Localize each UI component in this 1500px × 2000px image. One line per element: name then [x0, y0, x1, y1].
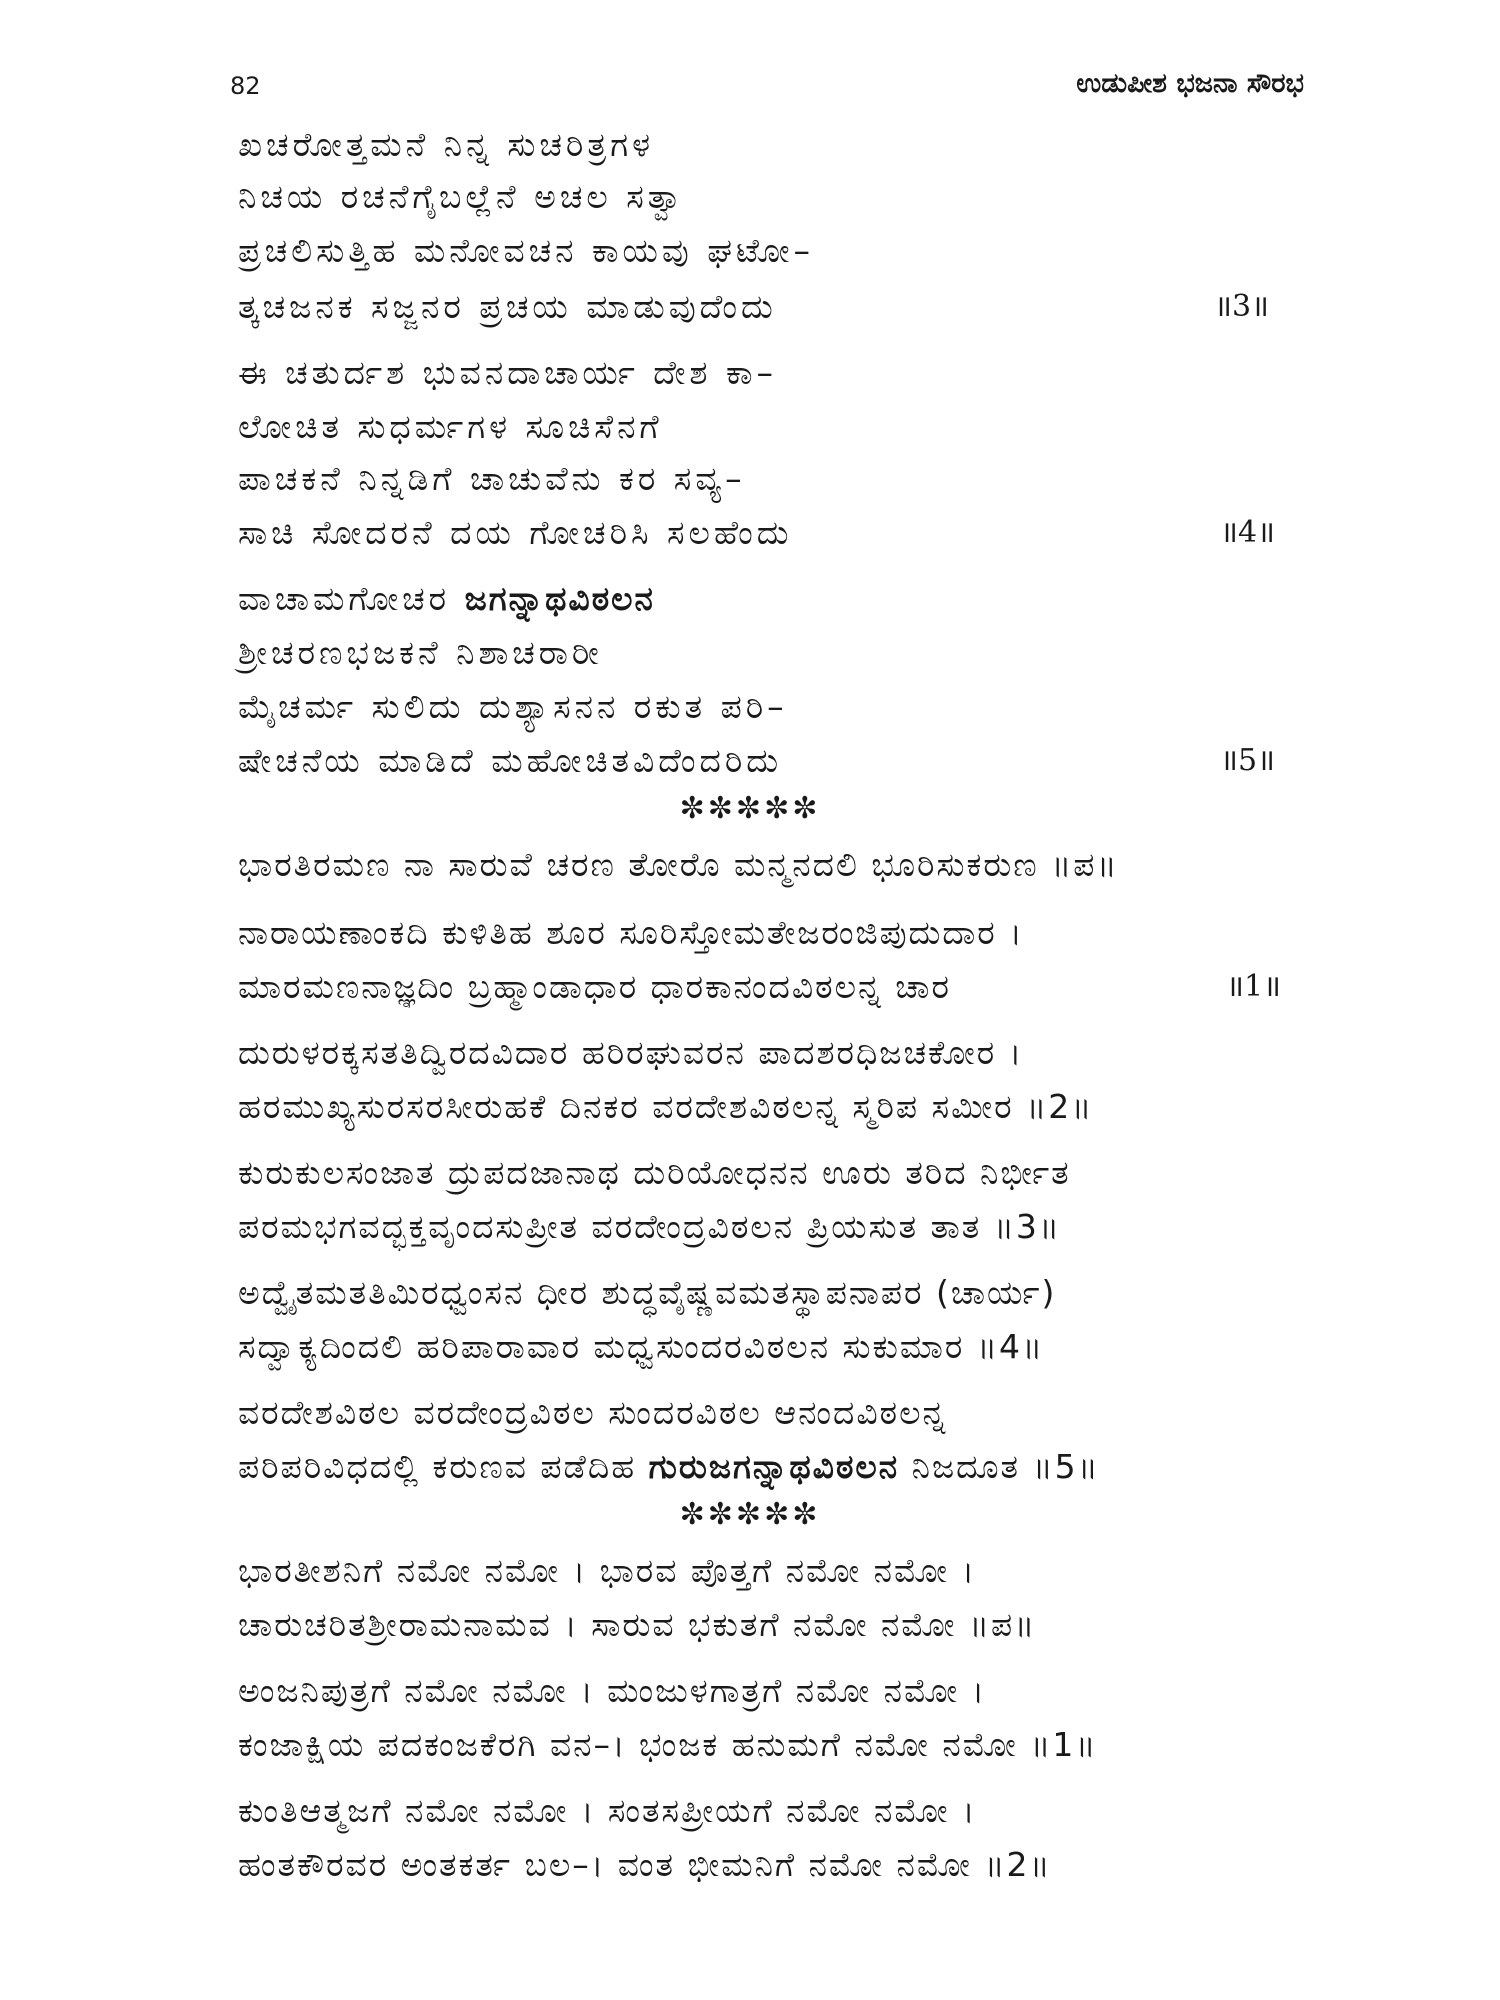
verse-line: ಲೋಚಿತ ಸುಧರ್ಮಗಳ ಸೂಚಿಸೆನಗೆ	[238, 407, 663, 446]
verse-line: ಮೈಚರ್ಮ ಸುಲಿದು ದುಶ್ಯಾಸನನ ರಕುತ ಪರಿ–	[238, 687, 788, 726]
ankita-name: ಗುರುಜಗನ್ನಾಥವಿಠಲನ	[648, 1447, 900, 1486]
verse-line: ಸಾಚಿ ಸೋದರನೆ ದಯ ಗೋಚರಿಸಿ ಸಲಹೆಂದು	[238, 513, 793, 552]
verse-line: ಅಂಜನಿಪುತ್ರಗೆ ನಮೋ ನಮೋ । ಮಂಜುಳಗಾತ್ರಗೆ ನಮೋ ನಮೋ ।	[238, 1671, 987, 1710]
verse-line: ಪರಿಪರಿವಿಧದಲ್ಲಿ ಕರುಣವ ಪಡೆದಿಹ ಗುರುಜಗನ್ನಾಥವಿಠಲನ ನಿಜದೂತ ॥5॥	[238, 1447, 1100, 1486]
verse-line: ಪರಮಭಗವದ್ಭಕ್ತವೃಂದಸುಪ್ರೀತ ವರದೇಂದ್ರವಿಠಲನ ಪ್ರಿಯಸುತ ತಾತ ॥3॥	[238, 1207, 1061, 1246]
verse-line: ಶ್ರೀಚರಣಭಜಕನೆ ನಿಶಾಚರಾರೀ	[238, 633, 603, 672]
stanza-marker: ॥4॥	[1220, 515, 1276, 550]
verse-line: ಭಾರತೀಶನಿಗೆ ನಮೋ ನಮೋ । ಭಾರವ ಪೊತ್ತಗೆ ನಮೋ ನಮೋ ।	[238, 1551, 977, 1590]
verse-line: ಹಂತಕೌರವರ ಅಂತಕರ್ತ ಬಲ–। ವಂತ ಭೀಮನಿಗೆ ನಮೋ ನಮೋ ॥2॥	[238, 1845, 1052, 1884]
verse-line: ನಾರಾಯಣಾಂಕದಿ ಕುಳಿತಿಹ ಶೂರ ಸೂರಿಸ್ತೋಮತೇಜರಂಜಿಪುದುದಾರ ।	[238, 913, 1024, 952]
verse-line: ಪಾಚಕನೆ ನಿನ್ನಡಿಗೆ ಚಾಚುವೆನು ಕರ ಸವ್ಯ–	[238, 459, 746, 498]
section-divider: ✼✼✼✼✼	[679, 1497, 821, 1532]
verse-line: ಹರಮುಖ್ಯಸುರಸರಸೀರುಹಕೆ ದಿನಕರ ವರದೇಶವಿಠಲನ್ನ ಸ್ಮರಿಪ ಸಮೀರ ॥2॥	[238, 1087, 1094, 1126]
verse-line: ಷೇಚನೆಯ ಮಾಡಿದೆ ಮಹೋಚಿತವಿದೆಂದರಿದು	[238, 741, 783, 780]
verse-line: ಕುರುಕುಲಸಂಜಾತ ದ್ರುಪದಜಾನಾಥ ದುರಿಯೋಧನನ ಊರು ತರಿದ ನಿರ್ಭೀತ	[238, 1153, 1071, 1192]
ankita-name: ಜಗನ್ನಾಥವಿಠಲನ	[464, 579, 655, 618]
verse-line: ಖಚರೋತ್ತಮನೆ ನಿನ್ನ ಸುಚರಿತ್ರಗಳ	[238, 125, 655, 164]
verse-line: ದುರುಳರಕ್ಕಸತತಿದ್ವಿರದವಿದಾರ ಹರಿರಘುವರನ ಪಾದಶರಧಿಜಚಕೋರ ।	[238, 1033, 1024, 1072]
stanza-marker: ॥1॥	[1226, 969, 1282, 1004]
verse-line: ಈ ಚತುರ್ದಶ ಭುವನದಾಚಾರ್ಯ ದೇಶ ಕಾ–	[238, 353, 778, 392]
section-divider: ✼✼✼✼✼	[679, 791, 821, 826]
verse-line: ಕಂಜಾಕ್ಷಿಯ ಪದಕಂಜಕೆರಗಿ ವನ–। ಭಂಜಕ ಹನುಮಗೆ ನಮೋ ನಮೋ ॥1॥	[238, 1725, 1098, 1764]
verse-line: ನಿಚಯ ರಚನೆಗೈಬಲ್ಲೆನೆ ಅಚಲ ಸತ್ವಾ	[238, 177, 687, 216]
verse-line: ಸದ್ವಾಕ್ಯದಿಂದಲಿ ಹರಿಪಾರಾವಾರ ಮಧ್ವಸುಂದರವಿಠಲನ ಸುಕುಮಾರ ॥4॥	[238, 1327, 1045, 1366]
running-title: ಉಡುಪೀಶ ಭಜನಾ ಸೌರಭ	[1076, 68, 1304, 99]
stanza-marker: ॥3॥	[1214, 289, 1270, 324]
page-number: 82	[230, 72, 261, 100]
verse-line: ವಾಚಾಮಗೋಚರ ಜಗನ್ನಾಥವಿಠಲನ	[238, 579, 655, 618]
verse-line: ಕುಂತಿಆತ್ಮಜಗೆ ನಮೋ ನಮೋ । ಸಂತಸಪ್ರೀಯಗೆ ನಮೋ ನಮೋ ।	[238, 1791, 977, 1830]
verse-line: ಭಾರತಿರಮಣ ನಾ ಸಾರುವೆ ಚರಣ ತೋರೊ ಮನ್ಮನದಲಿ ಭೂರಿಸುಕರುಣ ॥ಪ॥	[238, 845, 1119, 884]
stanza-marker: ॥5॥	[1220, 743, 1276, 778]
verse-line: ಚಾರುಚರಿತಶ್ರೀರಾಮನಾಮವ । ಸಾರುವ ಭಕುತಗೆ ನಮೋ ನಮೋ ॥ಪ॥	[238, 1605, 1037, 1644]
verse-line: ಅದ್ವೈತಮತತಿಮಿರಧ್ವಂಸನ ಧೀರ ಶುದ್ಧವೈಷ್ಣವಮತಸ್ಥಾಪನಾಪರ (ಚಾರ್ಯ)	[238, 1273, 1057, 1312]
verse-line: ಮಾರಮಣನಾಜ್ಞದಿಂ ಬ್ರಹ್ಮಾಂಡಾಧಾರ ಧಾರಕಾನಂದವಿಠಲನ್ನ ಚಾರ	[238, 967, 951, 1006]
verse-line: ತ್ಕಚಜನಕ ಸಜ್ಜನರ ಪ್ರಚಯ ಮಾಡುವುದೆಂದು	[238, 287, 777, 326]
verse-line: ಪ್ರಚಲಿಸುತ್ತಿಹ ಮನೋವಚನ ಕಾಯವು ಘಟೋ–	[238, 231, 815, 270]
verse-line: ವರದೇಶವಿಠಲ ವರದೇಂದ್ರವಿಠಲ ಸುಂದರವಿಠಲ ಆನಂದವಿಠಲನ್ನ	[238, 1393, 948, 1432]
